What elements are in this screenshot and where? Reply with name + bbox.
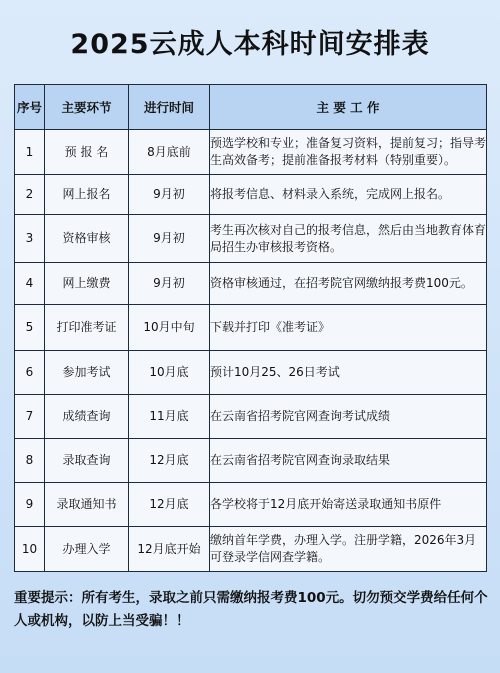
table-row: [15, 439, 487, 483]
row-num: 2: [15, 175, 45, 215]
row-item: 网上缴费: [45, 263, 129, 305]
row-work: 缴纳首年学费，办理入学。注册学籍，2026年3月可登录学信网查学籍。: [210, 527, 487, 572]
row-item: 办理入学: [45, 527, 129, 572]
row-num: 4: [15, 263, 45, 305]
row-num: 3: [15, 215, 45, 263]
table-row: [15, 483, 487, 527]
row-item: 参加考试: [45, 351, 129, 395]
header-num: 序号: [15, 85, 45, 130]
row-work: 预选学校和专业；准备复习资料，提前复习；指导考生高效备考；提前准备报考材料（特别重要）。: [210, 130, 487, 175]
row-work: 预计10月25、26日考试: [210, 351, 487, 395]
important-notice: 重要提示：所有考生，录取之前只需缴纳报考费100元。切勿预交学费给任何个人或机构，以防上当受骗！！: [14, 590, 488, 629]
header-time: 进行时间: [129, 85, 210, 130]
row-num: 5: [15, 305, 45, 351]
row-item: 打印准考证: [45, 305, 129, 351]
row-time: 8月底前: [129, 130, 210, 175]
header-item: 主要环节: [45, 85, 129, 130]
row-work: 在云南省招考院官网查询考试成绩: [210, 395, 487, 439]
row-work: 各学校将于12月底开始寄送录取通知书原件: [210, 483, 487, 527]
row-item: 资格审核: [45, 215, 129, 263]
header-work: 主 要 工 作: [210, 85, 487, 130]
row-time: 9月初: [129, 215, 210, 263]
table-row: [15, 263, 487, 305]
table-row: [15, 130, 487, 175]
row-work: 在云南省招考院官网查询录取结果: [210, 439, 487, 483]
row-num: 9: [15, 483, 45, 527]
row-work: 资格审核通过，在招考院官网缴纳报考费100元。: [210, 263, 487, 305]
row-time: 12月底开始: [129, 527, 210, 572]
row-num: 1: [15, 130, 45, 175]
row-time: 12月底: [129, 483, 210, 527]
table-row: [15, 395, 487, 439]
row-item: 录取查询: [45, 439, 129, 483]
table-header-row: [15, 85, 487, 130]
row-item: 网上报名: [45, 175, 129, 215]
row-work: 将报考信息、材料录入系统，完成网上报名。: [210, 175, 487, 215]
schedule-table: [14, 84, 487, 572]
row-time: 9月初: [129, 175, 210, 215]
table-row: [15, 175, 487, 215]
page-title: 2025云成人本科时间安排表: [70, 29, 430, 60]
row-item: 录取通知书: [45, 483, 129, 527]
row-item: 预 报 名: [45, 130, 129, 175]
row-time: 10月中旬: [129, 305, 210, 351]
row-time: 10月底: [129, 351, 210, 395]
row-num: 6: [15, 351, 45, 395]
table-row: [15, 215, 487, 263]
row-num: 8: [15, 439, 45, 483]
row-work: 下载并打印《准考证》: [210, 305, 487, 351]
row-time: 9月初: [129, 263, 210, 305]
row-num: 7: [15, 395, 45, 439]
row-num: 10: [15, 527, 45, 572]
table-row: [15, 305, 487, 351]
row-work: 考生再次核对自己的报考信息，然后由当地教育体育局招生办审核报考资格。: [210, 215, 487, 263]
row-time: 11月底: [129, 395, 210, 439]
table-row: [15, 527, 487, 572]
row-item: 成绩查询: [45, 395, 129, 439]
table-row: [15, 351, 487, 395]
row-time: 12月底: [129, 439, 210, 483]
